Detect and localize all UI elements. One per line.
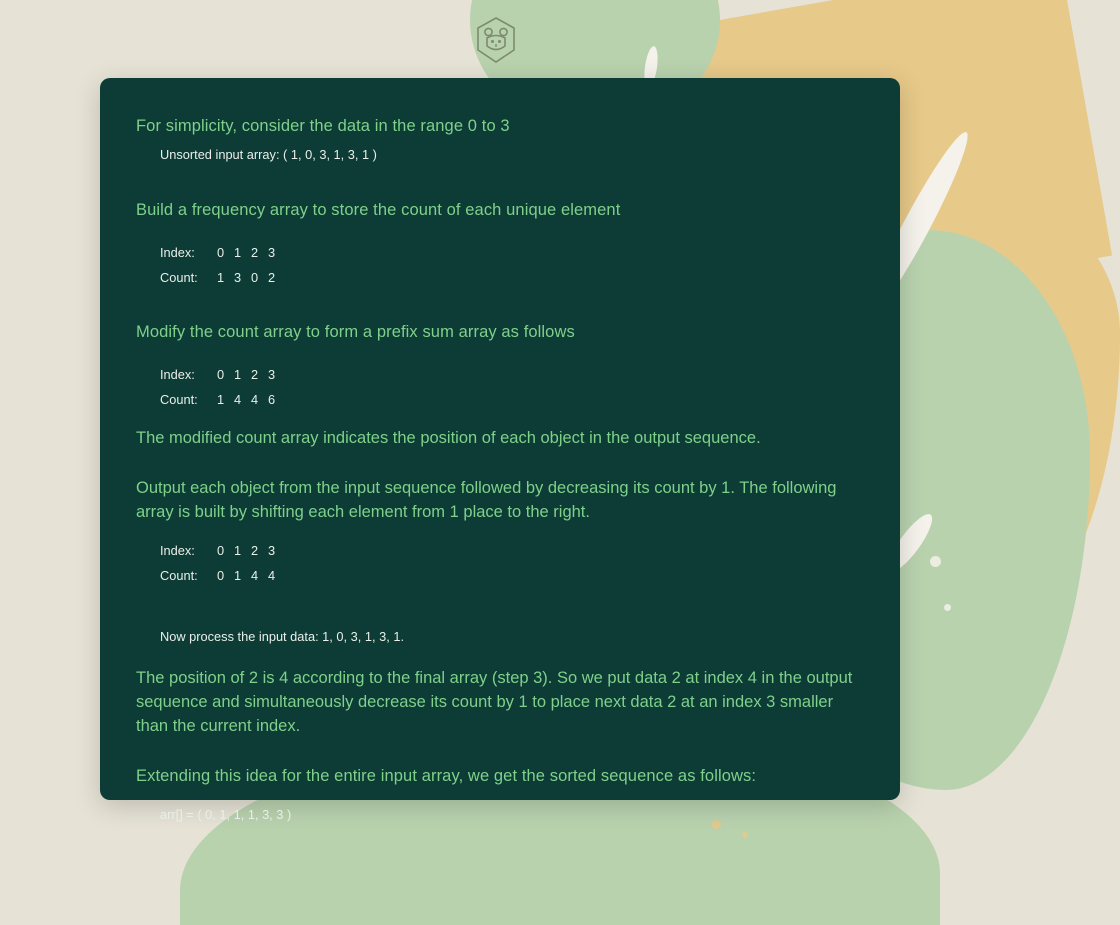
- speck-dot: [944, 604, 951, 611]
- speck-dot: [600, 10, 605, 15]
- cell: 1: [216, 270, 225, 285]
- cell: 0: [216, 543, 225, 558]
- index-label: Index:: [160, 367, 195, 382]
- spacer: [136, 348, 864, 362]
- speck-dot: [648, 24, 652, 28]
- position-explanation: The position of 2 is 4 according to the final array (step 3). So we put data 2 at index 4 in the output sequence and simultaneously decrease its count by 1 to place next data 2 at an index 3 smaller than the current index.: [136, 669, 853, 735]
- cell: 2: [250, 543, 259, 558]
- count-values: [212, 387, 280, 412]
- count-label: Count:: [160, 568, 198, 583]
- cell: 0: [216, 245, 225, 260]
- process-note: Now process the input data: 1, 0, 3, 1, 3, 1.: [160, 629, 404, 644]
- speck-dot: [930, 556, 941, 567]
- prefix-index-row: [136, 362, 864, 387]
- index-values: [212, 362, 280, 387]
- cell: 1: [233, 245, 242, 260]
- spacer: [136, 412, 864, 426]
- sorted-result: arr[] = ( 0, 1, 1, 1, 3, 3 ): [160, 807, 292, 822]
- cell: 3: [233, 270, 242, 285]
- position-note: The modified count array indicates the position of each object in the output sequence.: [136, 429, 761, 447]
- cell: 1: [216, 392, 225, 407]
- frequency-index-row: [136, 240, 864, 265]
- count-values: [212, 563, 280, 588]
- count-label: Count:: [160, 270, 198, 285]
- spacer: [136, 792, 864, 806]
- speck-dot: [628, 58, 637, 67]
- spacer: [136, 290, 864, 320]
- spacer: [136, 450, 864, 476]
- intro-subtext: Unsorted input array: ( 1, 0, 3, 1, 3, 1 ): [160, 147, 377, 162]
- prefix-count-row: [136, 387, 864, 412]
- cell: 0: [250, 270, 259, 285]
- speck-dot: [742, 832, 748, 838]
- cell: 0: [216, 367, 225, 382]
- index-label: Index:: [160, 245, 195, 260]
- spacer: [136, 588, 864, 628]
- spacer: [136, 738, 864, 764]
- cell: 3: [267, 245, 276, 260]
- content-card: [100, 78, 900, 822]
- cell: 2: [250, 367, 259, 382]
- cell: 1: [233, 568, 242, 583]
- cell: 0: [216, 568, 225, 583]
- spacer: [136, 524, 864, 538]
- cell: 4: [267, 568, 276, 583]
- cell: 2: [267, 270, 276, 285]
- spacer: [136, 646, 864, 666]
- frequency-heading: Build a frequency array to store the count of each unique element: [136, 201, 621, 219]
- cell: 1: [233, 543, 242, 558]
- cell: 1: [233, 367, 242, 382]
- count-values: [212, 265, 280, 290]
- shifted-count-row: [136, 563, 864, 588]
- shifted-index-row: [136, 538, 864, 563]
- cell: 6: [267, 392, 276, 407]
- output-heading: Output each object from the input sequence followed by decreasing its count by 1. The following array is built by shifting each element from 1 place to the right.: [136, 479, 837, 521]
- card-body: [100, 78, 900, 824]
- count-label: Count:: [160, 392, 198, 407]
- spacer: [136, 164, 864, 198]
- intro-heading: For simplicity, consider the data in the range 0 to 3: [136, 117, 510, 135]
- cell: 4: [233, 392, 242, 407]
- prefix-heading: Modify the count array to form a prefix sum array as follows: [136, 323, 575, 341]
- cell: 4: [250, 568, 259, 583]
- index-values: [212, 538, 280, 563]
- cell: 3: [267, 543, 276, 558]
- index-values: [212, 240, 280, 265]
- spacer: [136, 226, 864, 240]
- cell: 3: [267, 367, 276, 382]
- index-label: Index:: [160, 543, 195, 558]
- extending-heading: Extending this idea for the entire input array, we get the sorted sequence as follows:: [136, 767, 757, 785]
- cell: 2: [250, 245, 259, 260]
- bear-logo-icon: [473, 16, 519, 66]
- cell: 4: [250, 392, 259, 407]
- frequency-count-row: [136, 265, 864, 290]
- speck-dot: [560, 40, 567, 47]
